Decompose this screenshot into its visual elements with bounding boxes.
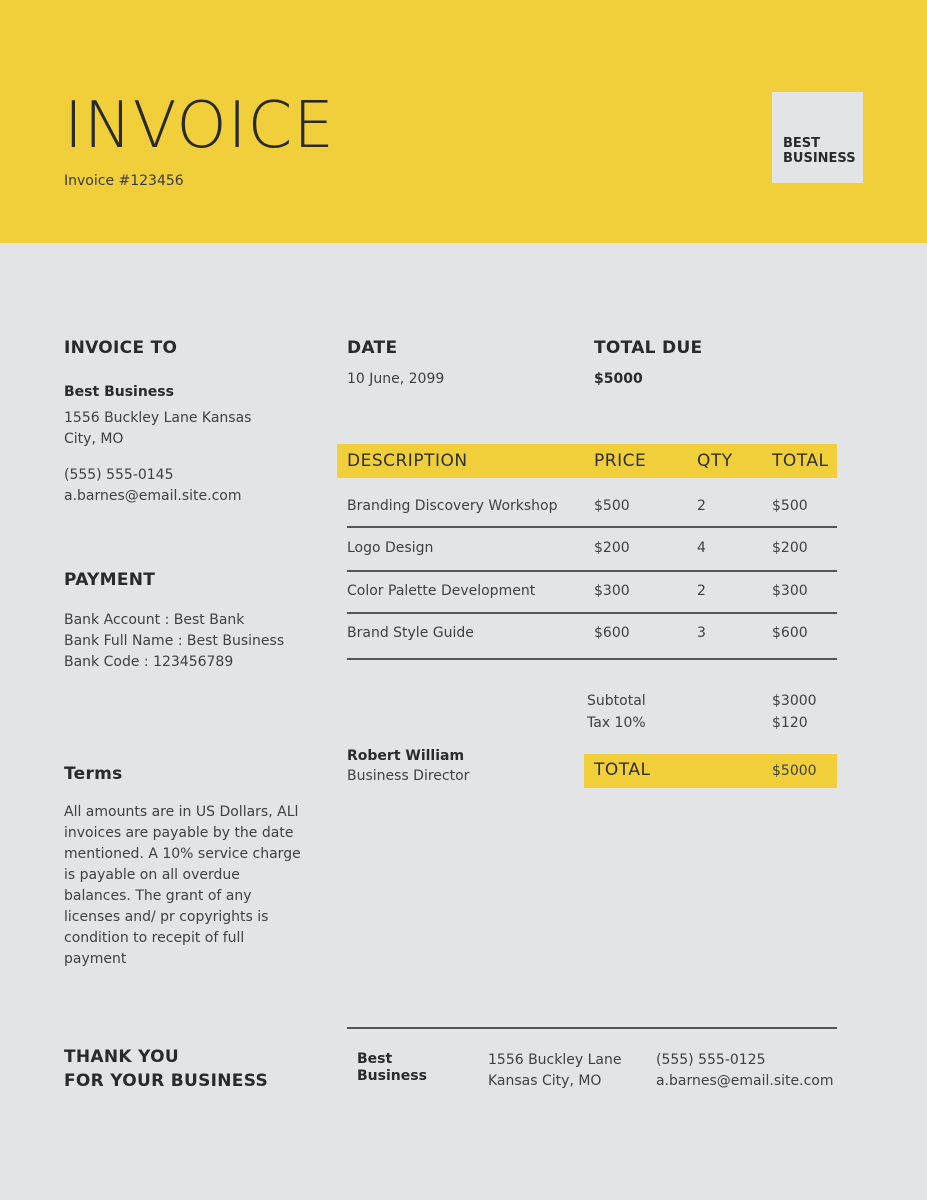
row-divider [347, 570, 837, 572]
terms-line: mentioned. A 10% service charge [64, 846, 301, 862]
row-price: $200 [594, 540, 630, 556]
footer-company [357, 1051, 427, 1085]
row-price: $300 [594, 583, 630, 599]
terms-line: All amounts are in US Dollars, ALl [64, 804, 299, 820]
col-header-qty: QTY [697, 451, 733, 471]
tax-value: $120 [772, 715, 808, 731]
terms-line: condition to recepit of full [64, 930, 245, 946]
logo-line1: BEST [783, 136, 821, 151]
bank-full-name: Bank Full Name : Best Business [64, 633, 285, 649]
subtotal-label: Subtotal [587, 693, 646, 709]
signatory-name: Robert William [347, 748, 465, 764]
col-header-description: DESCRIPTION [347, 451, 468, 471]
total-due-label: TOTAL DUE [594, 338, 703, 358]
row-total: $300 [772, 583, 808, 599]
logo-text [783, 136, 861, 166]
terms-line: invoices are payable by the date [64, 825, 294, 841]
terms-text [64, 802, 324, 970]
col-header-price: PRICE [594, 451, 647, 471]
invoice-to-label: INVOICE TO [64, 338, 178, 358]
terms-line: balances. The grant of any [64, 888, 252, 904]
logo-line2: BUSINESS [783, 151, 856, 166]
row-description: Logo Design [347, 540, 434, 556]
grand-total-value: $5000 [772, 763, 817, 779]
row-description: Brand Style Guide [347, 625, 474, 641]
thank-you-line1: THANK YOU [64, 1047, 179, 1067]
invoice-to-email: a.barnes@email.site.com [64, 488, 242, 504]
terms-line: payment [64, 951, 127, 967]
row-price: $600 [594, 625, 630, 641]
bank-code: Bank Code : 123456789 [64, 654, 234, 670]
row-description: Color Palette Development [347, 583, 536, 599]
col-header-total: TOTAL [772, 451, 829, 471]
row-price: $500 [594, 498, 630, 514]
terms-line: is payable on all overdue [64, 867, 240, 883]
footer-address-line1: 1556 Buckley Lane [488, 1052, 622, 1068]
grand-total-label: TOTAL [594, 760, 651, 780]
footer-company-line2: Business [357, 1068, 427, 1084]
invoice-to-phone: (555) 555-0145 [64, 467, 174, 483]
invoice-to-address-line2: City, MO [64, 431, 124, 447]
thank-you-line2: FOR YOUR BUSINESS [64, 1071, 269, 1091]
subtotal-value: $3000 [772, 693, 817, 709]
invoice-to-address-line1: 1556 Buckley Lane Kansas [64, 410, 252, 426]
row-divider [347, 526, 837, 528]
terms-label: Terms [64, 764, 123, 784]
footer-email: a.barnes@email.site.com [656, 1073, 834, 1089]
row-total: $200 [772, 540, 808, 556]
footer-address [488, 1050, 621, 1092]
thank-you-text [64, 1045, 268, 1093]
company-logo [772, 92, 863, 183]
tax-label: Tax 10% [587, 715, 646, 731]
terms-line: licenses and/ pr copyrights is [64, 909, 269, 925]
invoice-number: Invoice #123456 [64, 173, 184, 189]
footer-divider [347, 1027, 837, 1029]
signatory-title: Business Director [347, 768, 470, 784]
date-label: DATE [347, 338, 398, 358]
total-due-value: $5000 [594, 371, 643, 387]
page-title: INVOICE [64, 89, 335, 163]
date-value: 10 June, 2099 [347, 371, 445, 387]
footer-address-line2: Kansas City, MO [488, 1073, 602, 1089]
row-qty: 2 [697, 498, 706, 514]
row-divider [347, 612, 837, 614]
row-qty: 2 [697, 583, 706, 599]
row-total: $600 [772, 625, 808, 641]
bank-account: Bank Account : Best Bank [64, 612, 245, 628]
row-qty: 3 [697, 625, 706, 641]
footer-contact [656, 1050, 833, 1092]
footer-company-line1: Best [357, 1051, 393, 1067]
table-bottom-divider [347, 658, 837, 660]
row-total: $500 [772, 498, 808, 514]
row-qty: 4 [697, 540, 706, 556]
footer-phone: (555) 555-0125 [656, 1052, 766, 1068]
payment-label: PAYMENT [64, 570, 156, 590]
row-description: Branding Discovery Workshop [347, 498, 558, 514]
invoice-to-name: Best Business [64, 384, 174, 400]
